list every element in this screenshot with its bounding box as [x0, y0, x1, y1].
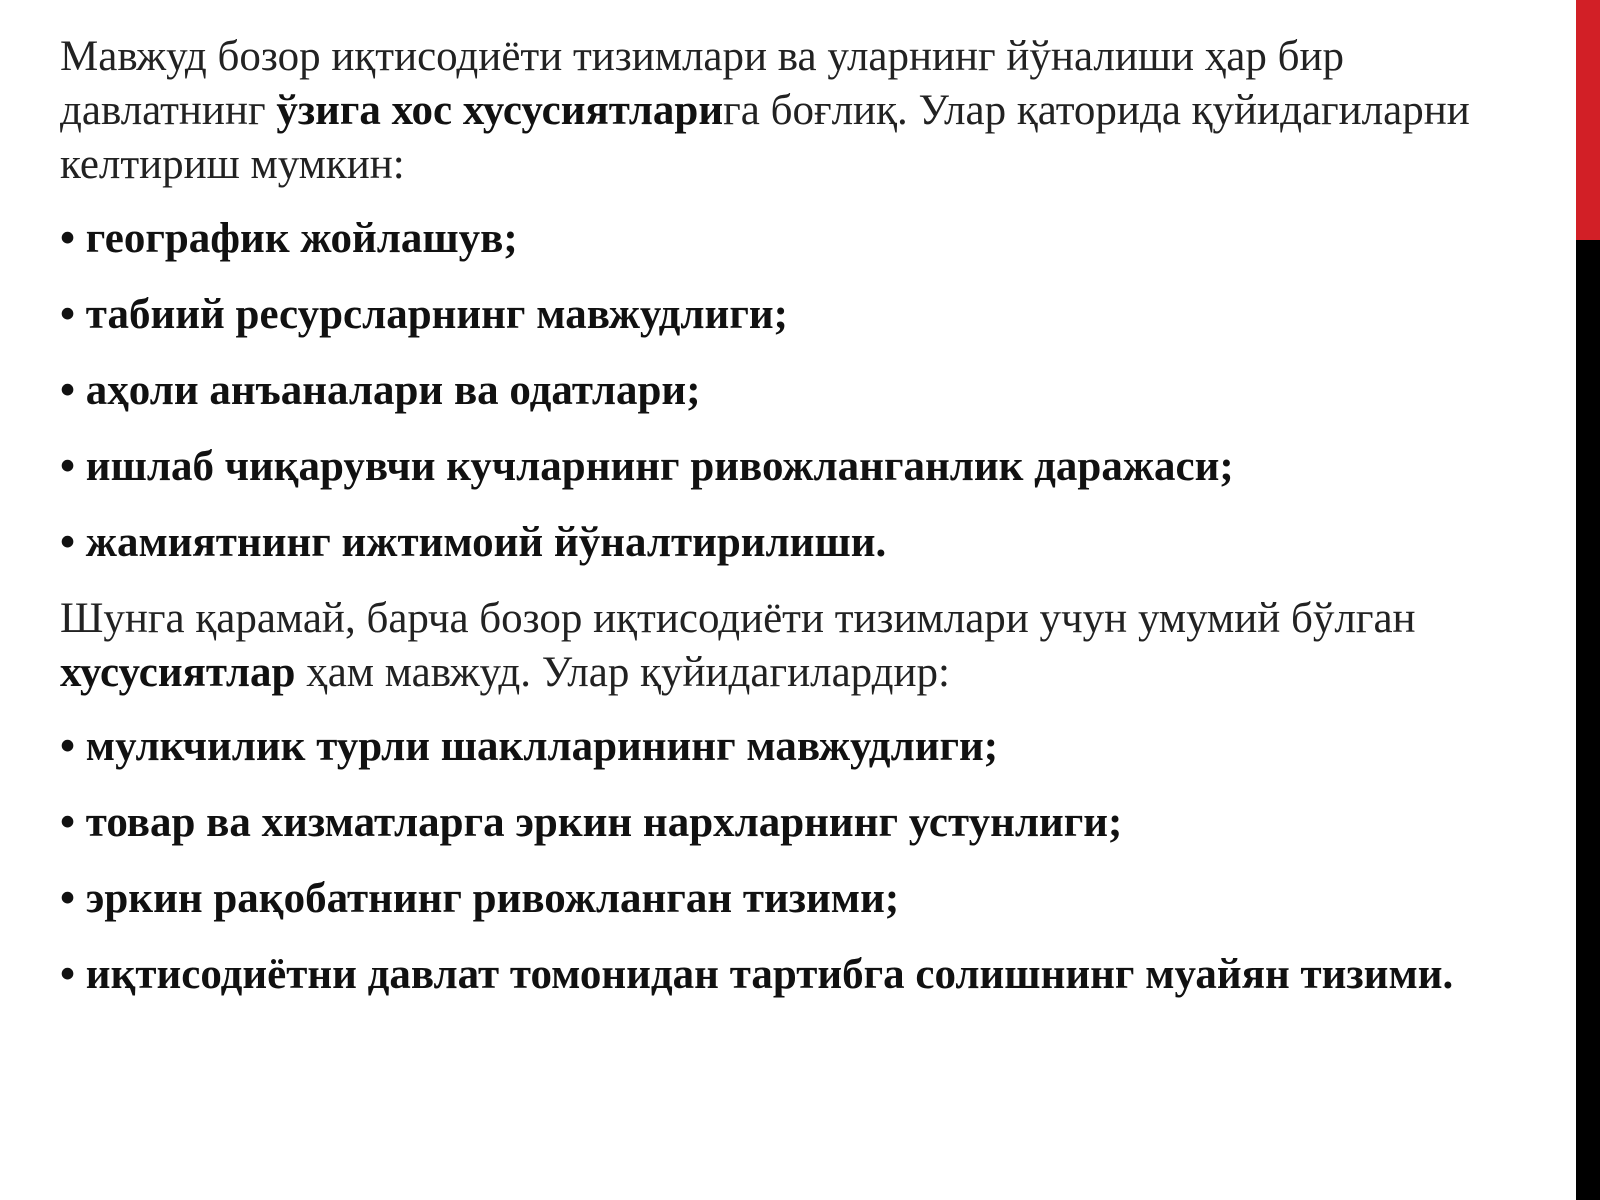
- list-item: • иқтисодиётни давлат томонидан тартибга солишнинг муайян тизими.: [60, 951, 1454, 998]
- list-item: • табиий ресурсларнинг мавжудлиги;: [60, 291, 788, 338]
- list-item: • эркин рақобатнинг ривожланган тизими;: [60, 875, 900, 922]
- intro-text-part2: га боғлиқ. Улар қаторида қуйидагиларни келтириш мумкин:: [60, 87, 1470, 188]
- list-item: • ишлаб чиқарувчи кучларнинг ривожланганлик даражаси;: [60, 443, 1234, 490]
- second-bullet-list: [60, 720, 1530, 1002]
- list-item: • товар ва хизматларга эркин нархларнинг устунлиги;: [60, 799, 1123, 846]
- accent-bar: [1576, 0, 1600, 1200]
- intro-text-bold: ўзига хос хусусиятлари: [276, 87, 724, 134]
- intro-paragraph: [60, 30, 1530, 192]
- first-bullet-list: [60, 212, 1530, 570]
- list-item: • мулкчилик турли шаклларининг мавжудлиги;: [60, 723, 999, 770]
- accent-bar-red-segment: [1576, 0, 1600, 240]
- list-item: • аҳоли анъаналари ва одатлари;: [60, 367, 701, 414]
- middle-paragraph: [60, 592, 1530, 700]
- slide-content: [60, 30, 1530, 1024]
- list-item: • географик жойлашув;: [60, 215, 518, 262]
- middle-text-part1: Шунга қарамай, барча бозор иқтисодиёти тизимлари учун умумий бўлган: [60, 595, 1416, 642]
- intro-text-part1: Мавжуд бозор иқтисодиёти тизимлари ва уларнинг йўналиши ҳар бир давлатнинг: [60, 33, 1344, 134]
- list-item: • жамиятнинг ижтимоий йўналтирилиши.: [60, 519, 887, 566]
- middle-text-bold: хусусиятлар: [60, 649, 296, 696]
- middle-text-part2: ҳам мавжуд. Улар қуйидагилардир:: [295, 649, 950, 696]
